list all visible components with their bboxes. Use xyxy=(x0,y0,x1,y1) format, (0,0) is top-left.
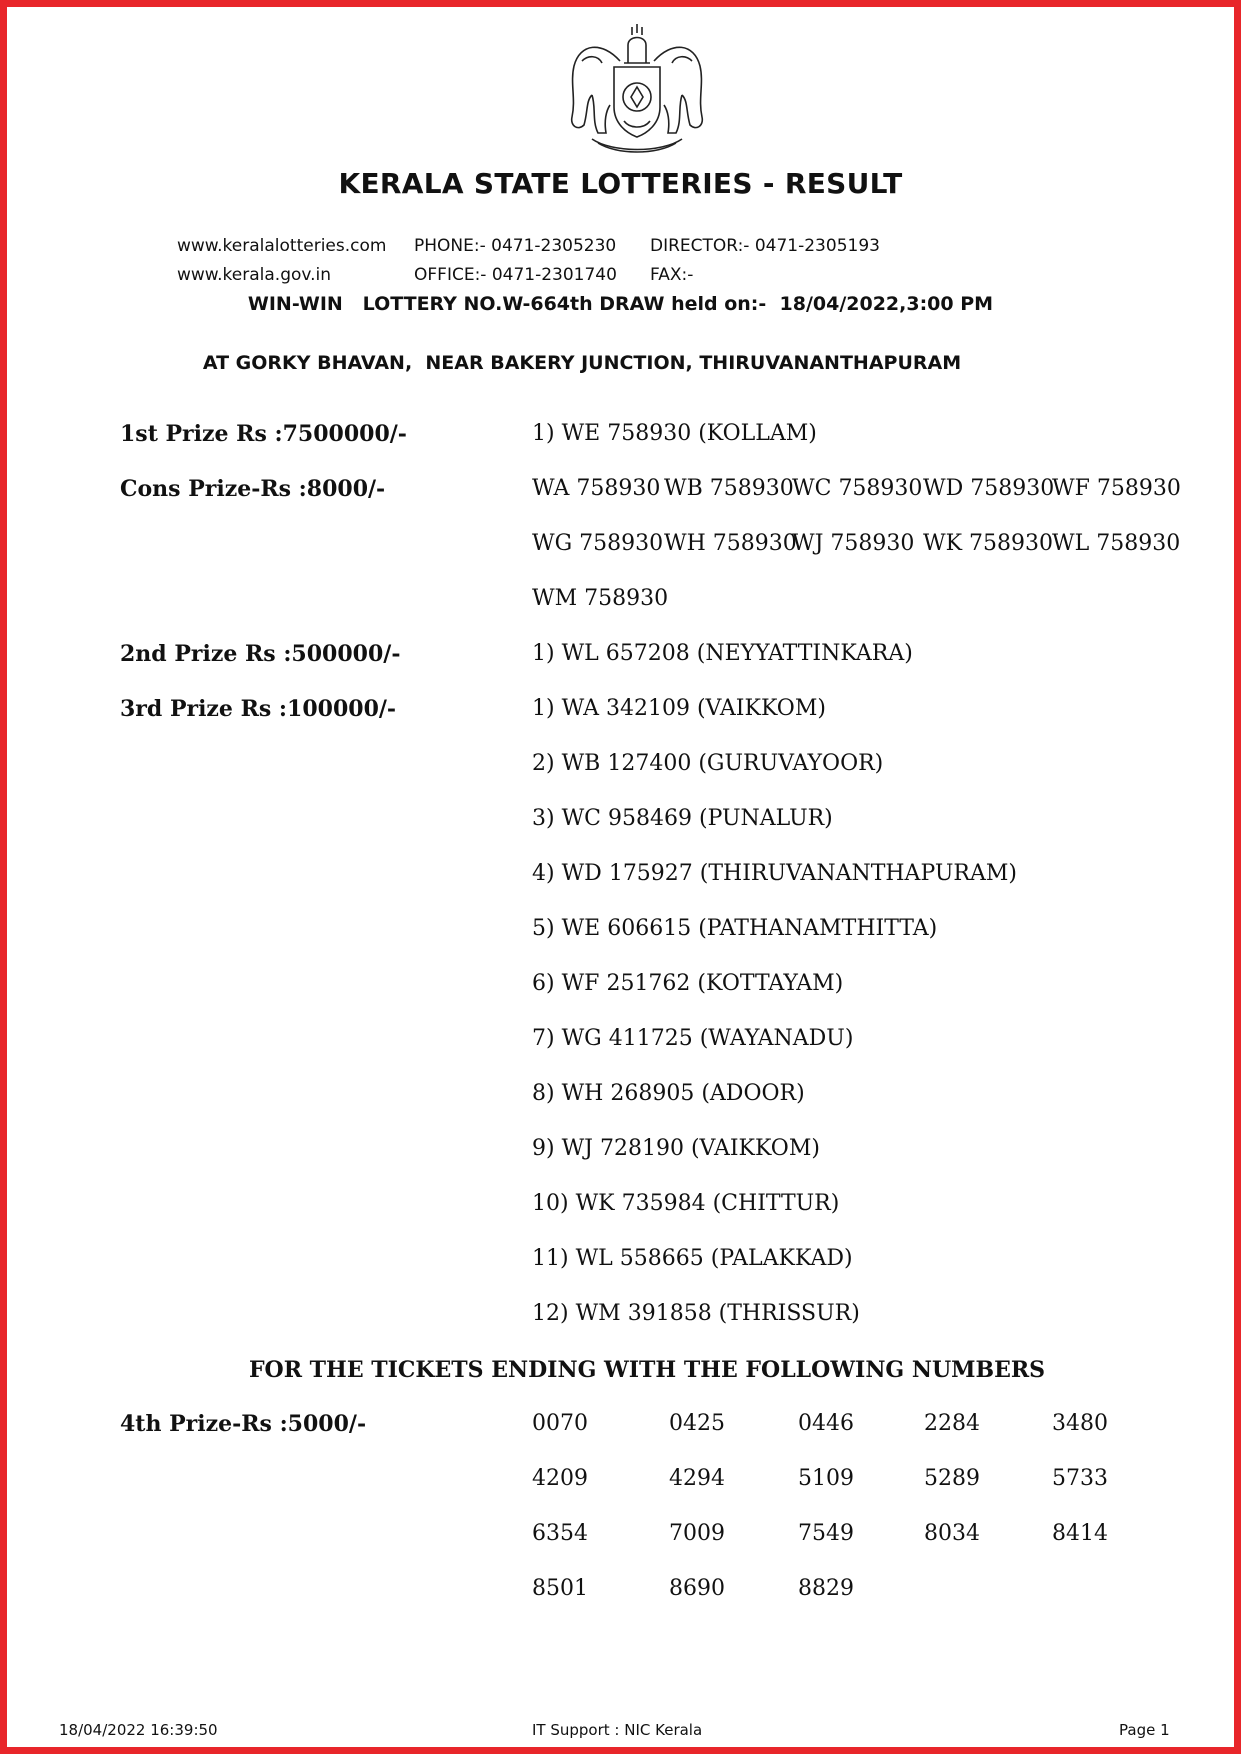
third-prize-ticket: 6) WF 251762 (KOTTAYAM) xyxy=(532,971,844,996)
footer-support: IT Support : NIC Kerala xyxy=(532,1721,703,1739)
third-prize-ticket: 5) WE 606615 (PATHANAMTHITTA) xyxy=(532,916,938,941)
cons-prize-ticket: WL 758930 xyxy=(1052,531,1181,556)
second-prize-label: 2nd Prize Rs :500000/- xyxy=(120,641,401,667)
cons-prize-ticket: WG 758930 xyxy=(532,531,664,556)
third-prize-label: 3rd Prize Rs :100000/- xyxy=(120,696,397,722)
footer-page-number: Page 1 xyxy=(1119,1721,1170,1739)
fourth-prize-ending-number: 4209 xyxy=(532,1466,588,1491)
fourth-prize-ending-number: 8034 xyxy=(924,1521,980,1546)
fourth-prize-ending-number: 7549 xyxy=(798,1521,854,1546)
fourth-prize-ending-number: 8414 xyxy=(1052,1521,1108,1546)
third-prize-ticket: 11) WL 558665 (PALAKKAD) xyxy=(532,1246,853,1271)
ending-numbers-heading: FOR THE TICKETS ENDING WITH THE FOLLOWING NUMBERS xyxy=(248,1357,1046,1383)
fourth-prize-ending-number: 8829 xyxy=(798,1576,854,1601)
third-prize-ticket: 4) WD 175927 (THIRUVANANTHAPURAM) xyxy=(532,861,1017,886)
fourth-prize-ending-number: 7009 xyxy=(669,1521,725,1546)
fourth-prize-ending-number: 0425 xyxy=(669,1411,725,1436)
director-number: DIRECTOR:- 0471-2305193 xyxy=(650,236,880,256)
fourth-prize-ending-number: 5733 xyxy=(1052,1466,1108,1491)
cons-prize-ticket: WK 758930 xyxy=(923,531,1054,556)
draw-venue: AT GORKY BHAVAN, NEAR BAKERY JUNCTION, THIRUVANANTHAPURAM xyxy=(202,352,962,374)
fourth-prize-ending-number: 8690 xyxy=(669,1576,725,1601)
second-prize-ticket: 1) WL 657208 (NEYYATTINKARA) xyxy=(532,641,913,666)
kerala-emblem-icon xyxy=(562,21,712,159)
fourth-prize-ending-number: 5289 xyxy=(924,1466,980,1491)
fourth-prize-ending-number: 5109 xyxy=(798,1466,854,1491)
third-prize-ticket: 2) WB 127400 (GURUVAYOOR) xyxy=(532,751,884,776)
fourth-prize-ending-number: 2284 xyxy=(924,1411,980,1436)
fourth-prize-ending-number: 4294 xyxy=(669,1466,725,1491)
third-prize-ticket: 9) WJ 728190 (VAIKKOM) xyxy=(532,1136,820,1161)
page-title: KERALA STATE LOTTERIES - RESULT xyxy=(338,167,903,200)
footer-timestamp: 18/04/2022 16:39:50 xyxy=(59,1721,218,1739)
cons-prize-ticket: WM 758930 xyxy=(532,586,669,611)
first-prize-ticket: 1) WE 758930 (KOLLAM) xyxy=(532,421,817,446)
phone-number: PHONE:- 0471-2305230 xyxy=(414,236,617,256)
fax-number: FAX:- xyxy=(650,265,694,285)
third-prize-ticket: 12) WM 391858 (THRISSUR) xyxy=(532,1301,860,1326)
cons-prize-ticket: WH 758930 xyxy=(664,531,797,556)
fourth-prize-ending-number: 0070 xyxy=(532,1411,588,1436)
office-number: OFFICE:- 0471-2301740 xyxy=(414,265,617,285)
fourth-prize-ending-number: 3480 xyxy=(1052,1411,1108,1436)
cons-prize-label: Cons Prize-Rs :8000/- xyxy=(120,476,386,502)
fourth-prize-ending-number: 6354 xyxy=(532,1521,588,1546)
third-prize-ticket: 3) WC 958469 (PUNALUR) xyxy=(532,806,833,831)
cons-prize-ticket: WD 758930 xyxy=(923,476,1055,501)
cons-prize-ticket: WJ 758930 xyxy=(792,531,915,556)
cons-prize-ticket: WA 758930 xyxy=(532,476,661,501)
draw-info: WIN-WIN LOTTERY NO.W-664th DRAW held on:- 18/04/2022,3:00 PM xyxy=(247,293,994,315)
cons-prize-ticket: WC 758930 xyxy=(792,476,923,501)
third-prize-ticket: 1) WA 342109 (VAIKKOM) xyxy=(532,696,826,721)
third-prize-ticket: 10) WK 735984 (CHITTUR) xyxy=(532,1191,840,1216)
fourth-prize-label: 4th Prize-Rs :5000/- xyxy=(120,1411,367,1437)
first-prize-label: 1st Prize Rs :7500000/- xyxy=(120,421,407,447)
third-prize-ticket: 7) WG 411725 (WAYANADU) xyxy=(532,1026,854,1051)
website-link-keralalotteries[interactable]: www.keralalotteries.com xyxy=(177,236,387,256)
website-link-kerala-gov[interactable]: www.kerala.gov.in xyxy=(177,265,332,285)
cons-prize-ticket: WB 758930 xyxy=(664,476,794,501)
fourth-prize-ending-number: 8501 xyxy=(532,1576,588,1601)
cons-prize-ticket: WF 758930 xyxy=(1052,476,1181,501)
third-prize-ticket: 8) WH 268905 (ADOOR) xyxy=(532,1081,805,1106)
fourth-prize-ending-number: 0446 xyxy=(798,1411,854,1436)
